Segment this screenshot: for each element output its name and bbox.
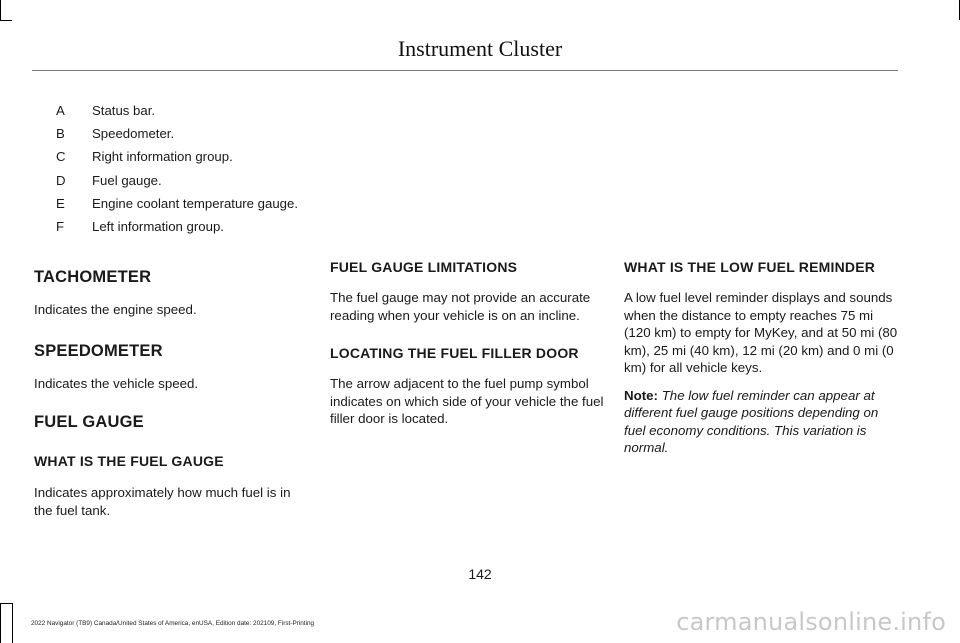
legend-item [56, 103, 298, 126]
fuel-gauge-limitations-heading: FUEL GAUGE LIMITATIONS [330, 259, 518, 275]
legend-text: Left information group. [92, 218, 224, 234]
edition-footer: 2022 Navigator (TB9) Canada/United States of America, enUSA, Edition date: 202109, First-Printing [31, 620, 315, 627]
note-label: Note: [624, 387, 658, 403]
column-left [34, 258, 312, 519]
legend-text: Right information group. [92, 149, 233, 165]
legend-item [56, 126, 298, 149]
fuel-gauge-heading: FUEL GAUGE [34, 413, 144, 431]
legend-letter: C [56, 149, 66, 165]
column-middle [330, 258, 608, 428]
low-fuel-reminder-heading: WHAT IS THE LOW FUEL REMINDER [624, 259, 876, 275]
tachometer-text: Indicates the engine speed. [34, 302, 197, 317]
legend-item [56, 149, 298, 172]
tachometer-heading: TACHOMETER [34, 268, 152, 286]
fuel-gauge-limitations-text: The fuel gauge may not provide an accurate reading when your vehicle is on an incline. [330, 290, 591, 323]
low-fuel-reminder-text: A low fuel level reminder displays and sounds when the distance to empty reaches 75 mi (120 km) to empty for MyKey, and at 50 mi (80 km), 25 mi (40 km), 12 mi (20 km) and 0 mi (0 km) for all vehicle keys. [624, 290, 898, 375]
legend-letter: D [56, 172, 66, 188]
speedometer-heading: SPEEDOMETER [34, 341, 163, 360]
legend-text: Fuel gauge. [92, 172, 162, 188]
legend-letter: B [56, 126, 65, 142]
legend-letter: A [56, 103, 65, 118]
column-right [624, 258, 902, 457]
legend-item [56, 173, 298, 196]
crop-mark [0, 20, 12, 21]
legend-letter: E [56, 195, 65, 211]
what-is-fuel-gauge-heading: WHAT IS THE FUEL GAUGE [34, 453, 224, 469]
crop-mark [0, 603, 1, 643]
header-divider [32, 70, 898, 71]
fuel-filler-door-text: The arrow adjacent to the fuel pump symbol indicates on which side of your vehicle the fuel filler door is located. [330, 376, 604, 426]
page-title: Instrument Cluster [397, 36, 563, 61]
legend-item [56, 196, 298, 219]
legend-text: Engine coolant temperature gauge. [92, 195, 299, 211]
legend-item [56, 219, 298, 242]
fuel-filler-door-heading: LOCATING THE FUEL FILLER DOOR [330, 345, 579, 361]
crop-mark [0, 603, 12, 604]
legend-text: Status bar. [92, 103, 156, 118]
legend-letter: F [56, 218, 65, 234]
crop-mark [12, 603, 13, 643]
note-text: The low fuel reminder can appear at different fuel gauge positions depending on fuel economy conditions. This variation is normal. [624, 387, 879, 455]
speedometer-text: Indicates the vehicle speed. [34, 375, 199, 391]
note-paragraph [624, 387, 902, 457]
what-is-fuel-gauge-text: Indicates approximately how much fuel is in the fuel tank. [34, 485, 291, 518]
crop-mark [0, 0, 1, 20]
page-number: 142 [468, 566, 492, 582]
legend-text: Speedometer. [92, 126, 175, 142]
watermark: carmanualsonline.info [676, 608, 946, 636]
legend-list [56, 103, 298, 242]
